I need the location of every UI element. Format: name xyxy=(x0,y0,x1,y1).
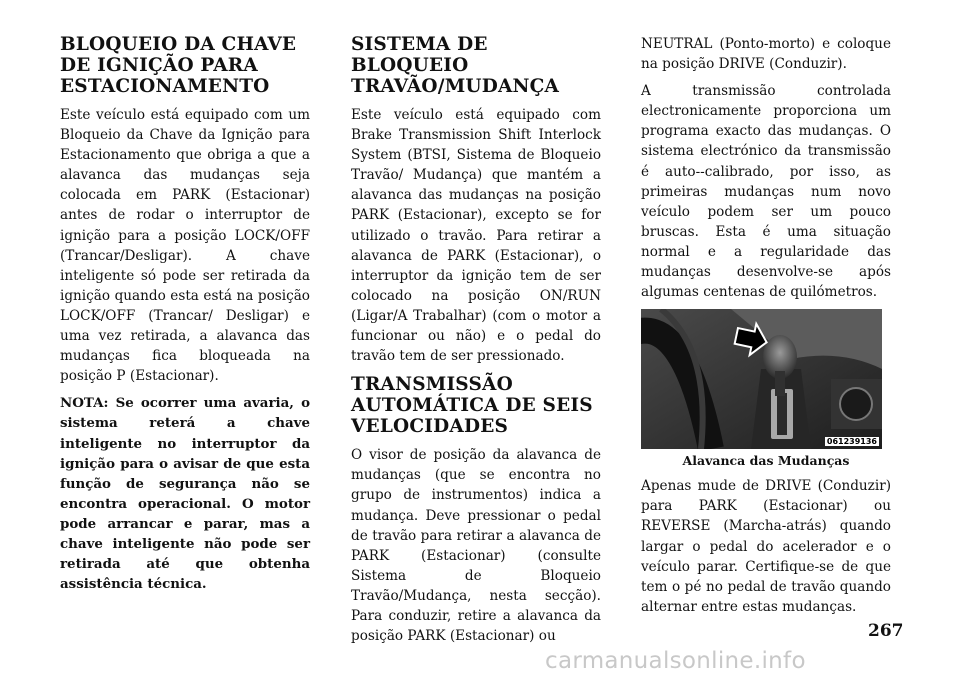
figure-code: 061239136 xyxy=(826,437,877,447)
watermark: carmanualsonline.info xyxy=(545,648,806,674)
left-column xyxy=(60,34,310,601)
paragraph: Este veículo está equipado com um Bloqueio da Chave da Ignição para Estacionamento que obriga a que a alavanca das mudanças seja colocada em PARK (Estacionar) antes de rodar o interruptor de ignição para a posição LOCK/OFF (Trancar/Desligar). A chave inteligente só pode ser retirada da ignição quando esta está na posição LOCK/OFF (Trancar/ Desligar) e uma vez retirada, a alavanca das mudanças fica bloqueada na posição P (Estacionar). xyxy=(60,107,310,385)
gear-shifter-photo xyxy=(641,309,882,449)
figure-caption: Alavanca das Mudanças xyxy=(682,453,850,469)
section-heading-six-speed-automatic: TRANSMISSÃO AUTOMÁTICA DE SEIS VELOCIDADES xyxy=(351,374,593,438)
paragraph: Este veículo está equipado com Brake Transmission Shift Interlock System (BTSI, Sistema de Bloqueio Travão/ Mudança) que mantém a alavanca das mudanças na posição PARK (Estacionar), excepto se for utilizado o travão. Para retirar a alavanca de PARK (Estacionar), o interruptor da ignição tem de ser colocado na posição ON/RUN (Ligar/A Trabalhar) (com o motor a funcionar ou não) e o pedal do travão tem de ser pressionado. xyxy=(351,107,601,365)
middle-column xyxy=(351,34,601,653)
section-heading-brake-shift-interlock: SISTEMA DE BLOQUEIO TRAVÃO/MUDANÇA xyxy=(351,34,560,97)
paragraph: O visor de posição da alavanca de mudanças (que se encontra no grupo de instrumentos) indica a mudança. Deve pressionar o pedal de travão para retirar a alavanca de PARK (Estacionar) (consulte Sistema de Bloqueio Travão/Mudança, nesta secção). Para conduzir, retire a alavanca da posição PARK (Estacionar) ou xyxy=(351,447,601,645)
paragraph: Apenas mude de DRIVE (Conduzir) para PARK (Estacionar) ou REVERSE (Marcha-atrás) quando largar o pedal do acelerador e o veículo parar. Certifique-se de que tem o pé no pedal de travão quando alternar entre estas mudanças. xyxy=(641,478,891,615)
right-column xyxy=(641,34,891,624)
section-heading-ignition-park-interlock: BLOQUEIO DA CHAVE DE IGNIÇÃO PARA ESTACIONAMENTO xyxy=(60,34,297,97)
note-paragraph: NOTA: Se ocorrer uma avaria, o sistema reterá a chave inteligente no interruptor da ignição para o avisar de que esta função de segurança não se encontra operacional. O motor pode arrancar e parar, mas a chave inteligente não pode ser retirada até que obtenha assistência técnica. xyxy=(60,395,310,593)
paragraph: A transmissão controlada electronicamente proporciona um programa exacto das mudanças. O sistema electrónico da transmissão é auto--calibrado, por isso, as primeiras mudanças num novo veículo podem ser um pouco bruscas. Esta é uma situação normal e a regularidade das mudanças desenvolve-se após algumas centenas de quilómetros. xyxy=(641,83,891,301)
gear-shifter-illustration xyxy=(641,309,882,449)
paragraph: NEUTRAL (Ponto-morto) e coloque na posição DRIVE (Conduzir). xyxy=(641,36,891,73)
page-number: 267 xyxy=(868,621,904,641)
